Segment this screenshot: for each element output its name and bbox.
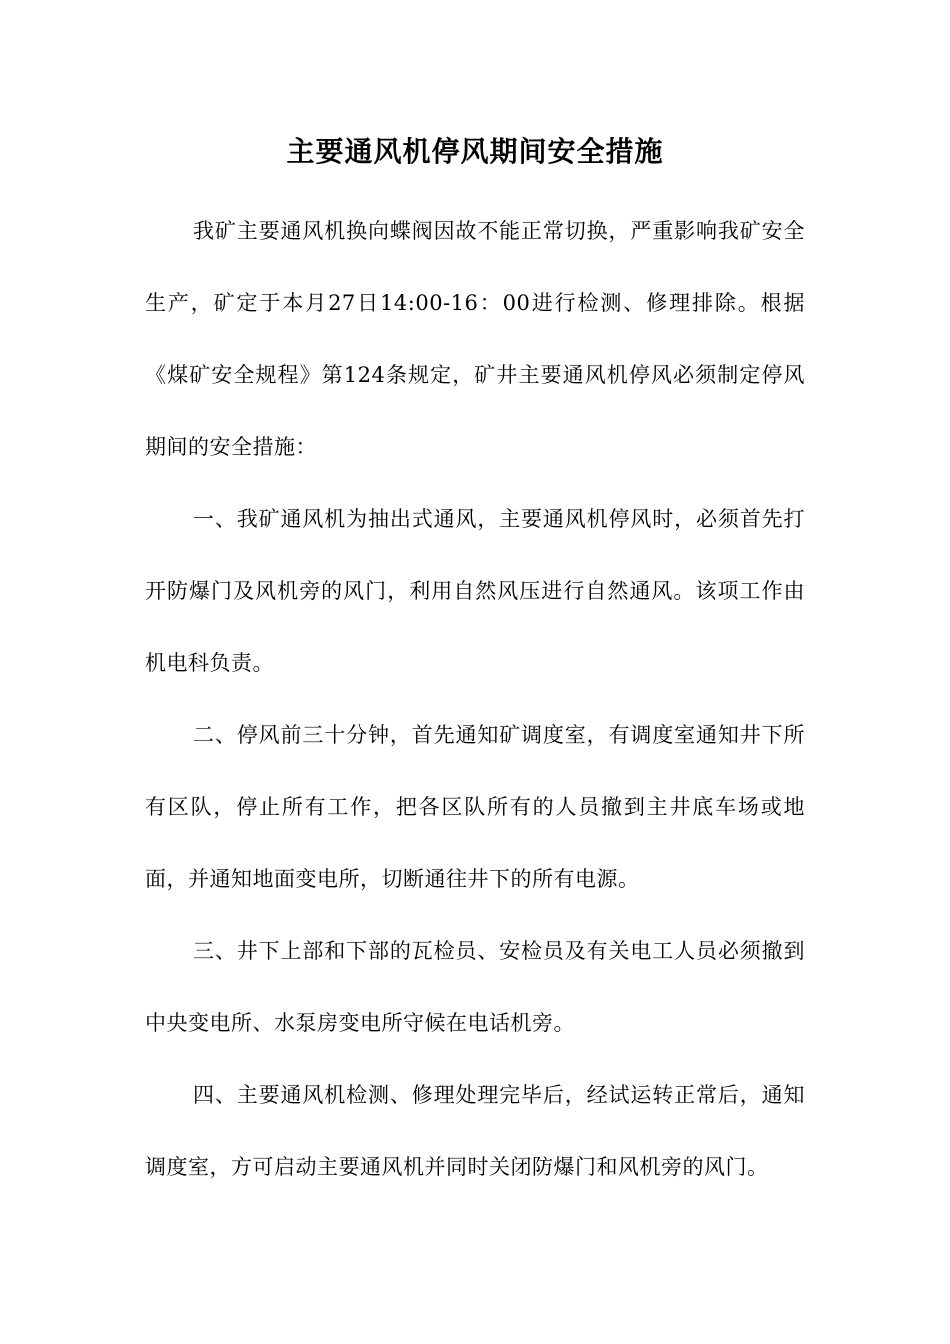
document-body [145,195,805,1203]
document-title: 主要通风机停风期间安全措施 [286,135,664,168]
paragraph-measure-1: 一、我矿通风机为抽出式通风，主要通风机停风时，必须首先打开防爆门及风机旁的风门，利用自然风压进行自然通风。该项工作由机电科负责。 [145,507,805,675]
paragraph-measure-4: 四、主要通风机检测、修理处理完毕后，经试运转正常后，通知调度室，方可启动主要通风机并同时关闭防爆门和风机旁的风门。 [145,1083,805,1179]
paragraph-intro: 我矿主要通风机换向蝶阀因故不能正常切换，严重影响我矿安全生产，矿定于本月27日14:00-16：00进行检测、修理排除。根据《煤矿安全规程》第124条规定，矿井主要通风机停风必须制定停风期间的安全措施： [145,219,805,459]
paragraph-measure-3: 三、井下上部和下部的瓦检员、安检员及有关电工人员必须撤到中央变电所、水泵房变电所守候在电话机旁。 [145,939,805,1035]
paragraph-measure-2: 二、停风前三十分钟，首先通知矿调度室，有调度室通知井下所有区队，停止所有工作，把各区队所有的人员撤到主井底车场或地面，并通知地面变电所，切断通往井下的所有电源。 [145,723,805,891]
